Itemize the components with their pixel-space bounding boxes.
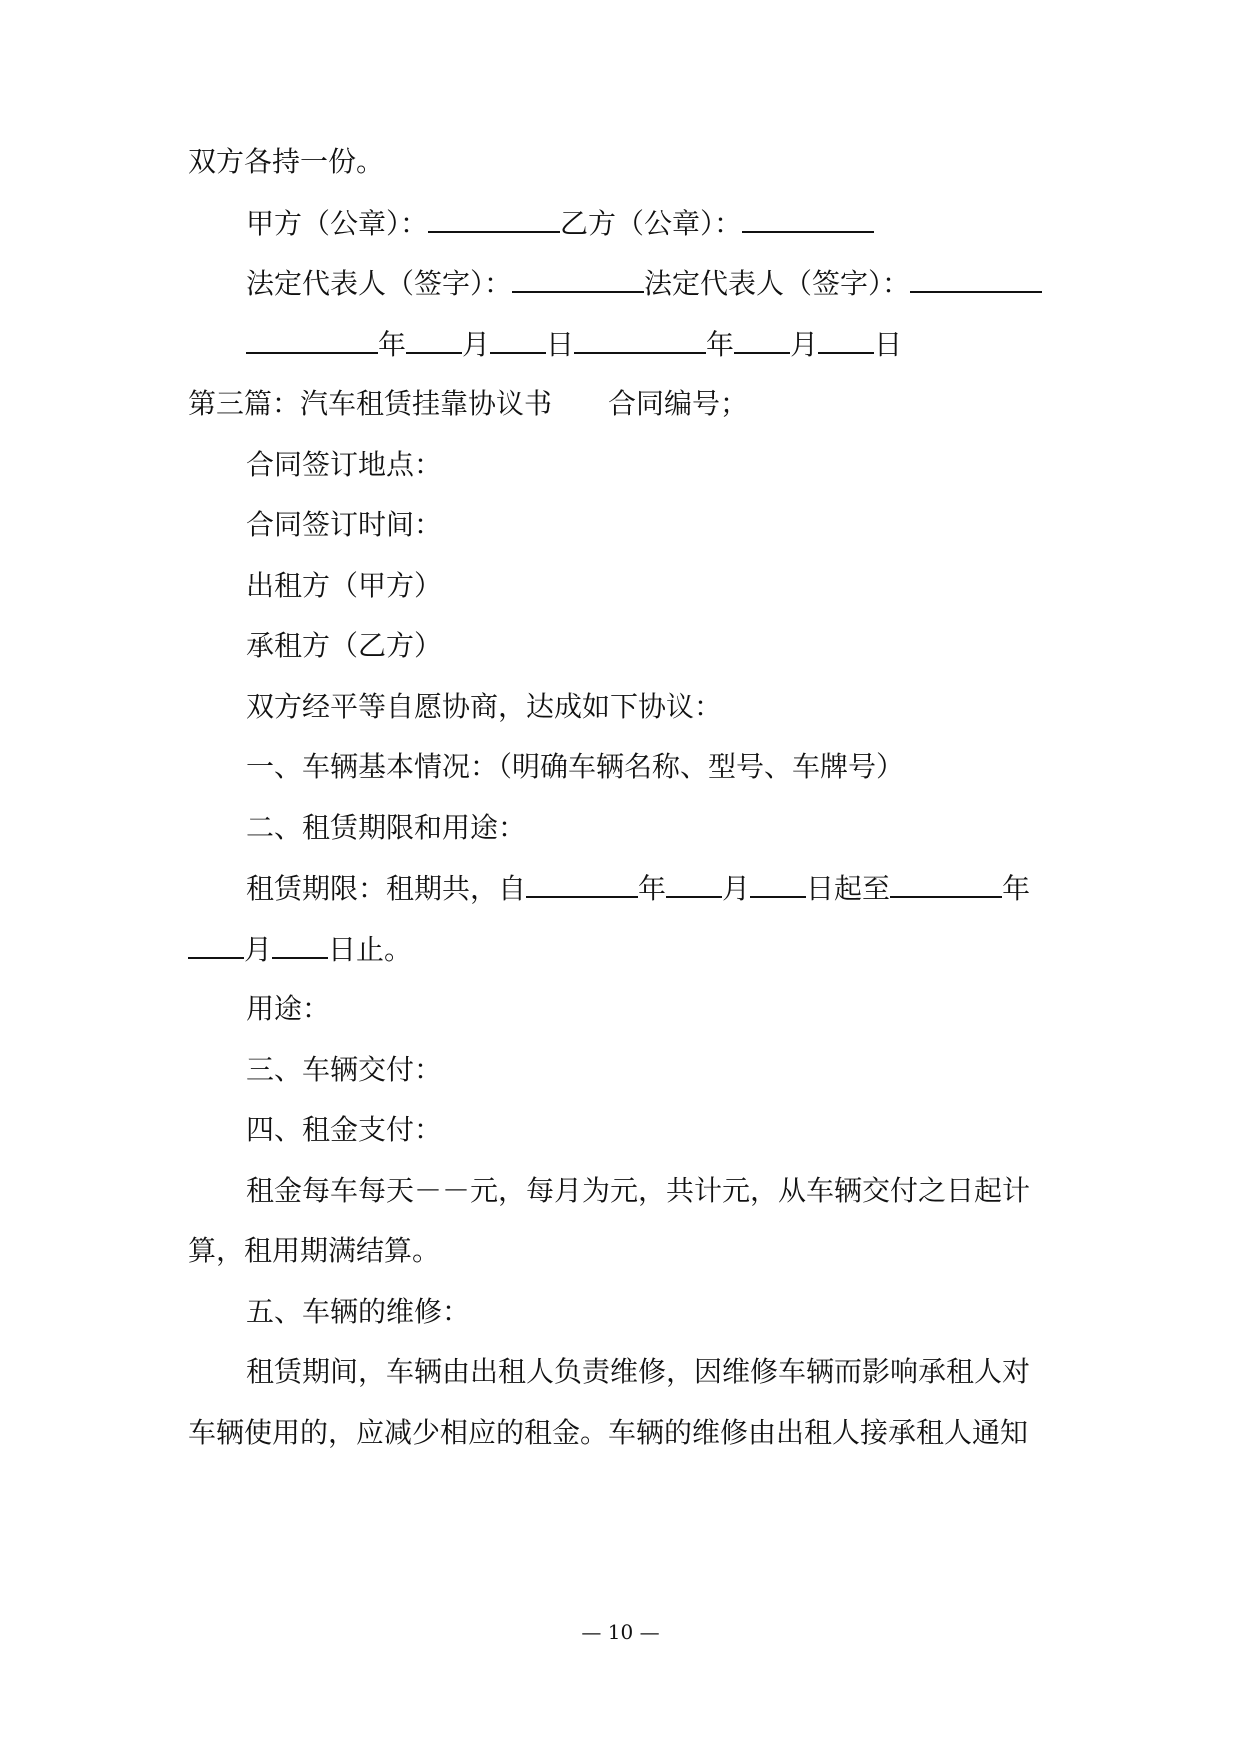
text-line (246, 1292, 1058, 1332)
day-label-2: 日 (874, 328, 903, 361)
clause-4-heading: 四、租金支付： (246, 1113, 443, 1146)
day-end-label: 日止。 (328, 933, 413, 966)
party-b-rep-blank (910, 263, 1042, 293)
month-label-2: 月 (790, 328, 819, 361)
text-line (246, 1050, 1058, 1090)
text-line (188, 1231, 1058, 1271)
year-label: 年 (638, 872, 667, 905)
text-line (246, 566, 1058, 606)
start-month-blank (666, 868, 722, 898)
clause-1-heading: 一、车辆基本情况：（明确车辆名称、型号、车牌号） (246, 750, 905, 783)
clause-5-heading: 五、车辆的维修： (246, 1295, 471, 1328)
contract-number-label: 合同编号； (608, 387, 749, 420)
start-year-blank (526, 868, 638, 898)
day-blank-2 (818, 324, 874, 354)
lessee-label: 承租方（乙方） (246, 629, 443, 662)
end-month-blank (188, 929, 244, 959)
text-line (246, 989, 1058, 1029)
signing-time-label: 合同签订时间： (246, 508, 443, 541)
signing-place-label: 合同签订地点： (246, 448, 443, 481)
section-heading (188, 384, 1058, 424)
text-line (246, 747, 1058, 787)
year-blank-2 (574, 324, 706, 354)
text-line (246, 808, 1058, 848)
text-line (246, 626, 1058, 666)
start-day-blank (750, 868, 806, 898)
year-label: 年 (378, 328, 407, 361)
party-b-seal-label: 乙方（公章）： (560, 207, 743, 240)
text-line (246, 445, 1058, 485)
section-title: 第三篇：汽车租赁挂靠协议书 (188, 387, 553, 420)
year-blank (246, 324, 378, 354)
lease-term-line (246, 868, 1058, 909)
text-line (188, 1413, 1058, 1453)
month-blank-2 (734, 324, 790, 354)
day-label: 日 (546, 328, 575, 361)
year-label-end: 年 (1002, 872, 1031, 905)
repair-paragraph: 租赁期间，车辆由出租人负责维修，因维修车辆而影响承租人对 (246, 1355, 1031, 1388)
clause-3-heading: 三、车辆交付： (246, 1053, 443, 1086)
text-line (246, 1171, 1058, 1211)
usage-label: 用途： (246, 992, 331, 1025)
page-number: — 10 — (581, 1620, 660, 1644)
lease-term-line-cont (188, 929, 1058, 970)
lease-term-label: 租赁期限：租期共，自 (246, 872, 527, 905)
text-line (188, 142, 1058, 182)
year-label-2: 年 (706, 328, 735, 361)
lessor-label: 出租方（甲方） (246, 569, 443, 602)
party-b-rep-label: 法定代表人（签字）： (644, 267, 911, 300)
text-line (246, 1110, 1058, 1150)
party-a-seal-blank (428, 203, 560, 233)
month-label: 月 (722, 872, 751, 905)
month-label: 月 (244, 933, 273, 966)
month-blank (406, 324, 462, 354)
clause-2-heading: 二、租赁期限和用途： (246, 811, 527, 844)
rent-paragraph-cont: 算，租用期满结算。 (188, 1234, 441, 1267)
month-label: 月 (462, 328, 491, 361)
party-a-rep-label: 法定代表人（签字）： (246, 267, 513, 300)
day-blank (490, 324, 546, 354)
text-line (246, 1352, 1058, 1392)
rent-paragraph: 租金每车每天－－元，每月为元，共计元，从车辆交付之日起计 (246, 1174, 1031, 1207)
day-from-label: 日起至 (806, 872, 891, 905)
signature-line (246, 263, 1058, 304)
text-line (246, 505, 1058, 545)
party-b-seal-blank (742, 203, 874, 233)
end-year-blank (890, 868, 1002, 898)
party-a-seal-label: 甲方（公章）： (246, 207, 429, 240)
date-line (246, 324, 1058, 365)
end-day-blank (272, 929, 328, 959)
seal-line (246, 203, 1058, 244)
text-line (246, 687, 1058, 727)
line-text: 双方各持一份。 (188, 145, 385, 178)
repair-paragraph-cont: 车辆使用的，应减少相应的租金。车辆的维修由出租人接承租人通知 (188, 1416, 1029, 1449)
party-a-rep-blank (512, 263, 644, 293)
agreement-intro: 双方经平等自愿协商，达成如下协议： (246, 690, 723, 723)
